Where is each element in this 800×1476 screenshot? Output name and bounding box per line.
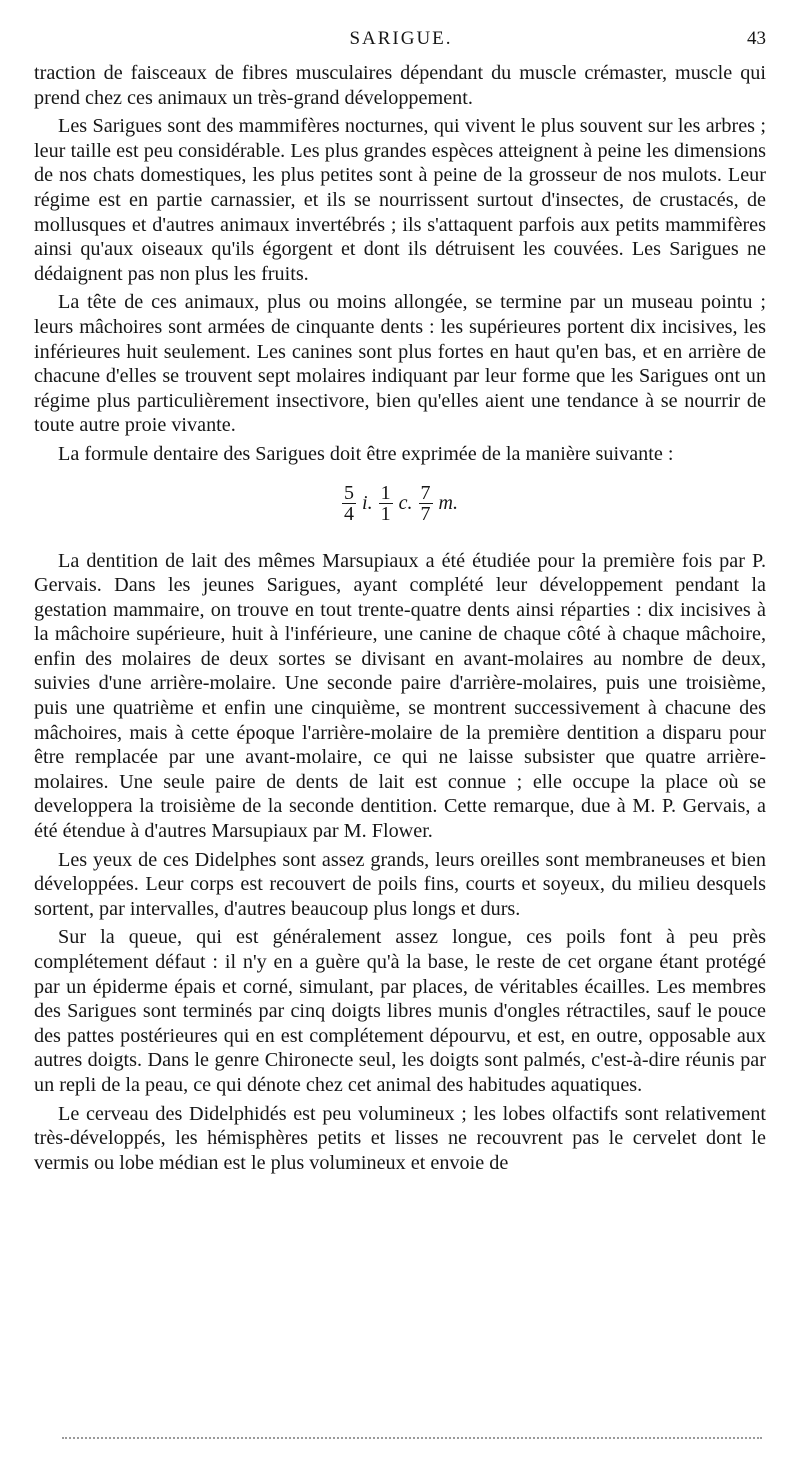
canines-upper: 1 — [380, 482, 391, 504]
canines-lower: 1 — [380, 503, 391, 525]
dental-formula — [34, 471, 766, 537]
molars-lower: 7 — [420, 503, 431, 525]
molars-fraction — [419, 483, 433, 524]
incisors-upper: 5 — [344, 482, 355, 504]
incisors-fraction — [342, 483, 356, 524]
paragraph-8: Le cerveau des Didelphidés est peu volumineux ; les lobes olfactifs sont relativement très-développés, les hémisphères petits et lisses ne recouvrent pas le cervelet dont le vermis ou lobe médian est le plus volumineux et envoie de — [34, 1102, 766, 1174]
incisors-symbol: i. — [362, 492, 373, 515]
paragraph-2: Les Sarigues sont des mammifères nocturnes, qui vivent le plus souvent sur les arbres ; leur taille est peu considérable. Les plus grandes espèces atteignent à peine les dimensions de nos chats domestiques, les plus petites sont à peine de la grosseur de nos mulots. Leur régime est en partie carnassier, et ils se nourrissent surtout d'insectes, de crustacés, de mollusques et d'autres animaux invertébrés ; ils s'attaquent parfois aux petits mammifères ainsi qu'aux oiseaux qu'ils égorgent et dont ils détruisent les couvées. Les Sarigues ne dédaignent pas non plus les fruits. — [34, 115, 766, 285]
canines-fraction — [379, 483, 393, 524]
paragraph-5: La dentition de lait des mêmes Marsupiaux a été étudiée pour la première fois par P. Gervais. Dans les jeunes Sarigues, ayant complété leur développement pendant la gestation mammaire, on trouve en tout trente-quatre dents ainsi réparties : dix incisives à la mâchoire supérieure, huit à l'inférieure, une canine de chaque côté à chaque mâchoire, enfin des molaires de deux sortes se divisant en avant-molaires au nombre de deux, suivies d'une arrière-molaire. Une seconde paire d'arrière-molaires, puis une troisième, puis une quatrième et enfin une cinquième, se montrent successivement à chacune des mâchoires, mais à cette époque l'arrière-molaire de la première dentition a disparu pour être remplacée par une avant-molaire, ce qui ne laisse subsister que quatre arrière-molaires. Une seule paire de dents de lait est connue ; elle occupe la place où se developpera la troisième de la seconde dentition. Cette remarque, due à M. P. Gervais, a été étendue à d'autres Marsupiaux par M. Flower. — [34, 549, 766, 843]
body-text — [34, 61, 766, 1179]
paragraph-1: traction de faisceaux de fibres musculaires dépendant du muscle crémaster, muscle qui prend chez ces animaux un très-grand développement. — [34, 62, 766, 109]
page-number: 43 — [747, 28, 766, 49]
paragraph-7: Sur la queue, qui est généralement assez longue, ces poils font à peu près complétement défaut : il n'y en a guère qu'à la base, le reste de cet organe étant protégé par un épiderme épais et corné, simulant, par places, de véritables écailles. Les membres des Sarigues sont terminés par cinq doigts libres munis d'ongles rétractiles, sauf le pouce des pattes postérieures qui en est complétement dépourvu, et est, en outre, opposable aux autres doigts. Dans le genre Chironecte seul, les doigts sont palmés, c'est-à-dire réunis par un repli de la peau, ce qui dénote chez cet animal des habitudes aquatiques. — [34, 926, 766, 1096]
footer-rule — [62, 1437, 762, 1439]
canines-symbol: c. — [398, 492, 413, 515]
page-header — [36, 28, 766, 56]
running-head: SARIGUE. — [349, 28, 453, 49]
paragraph-4: La formule dentaire des Sarigues doit être exprimée de la manière suivante : — [58, 442, 674, 465]
paragraph-3: La tête de ces animaux, plus ou moins allongée, se termine par un museau pointu ; leurs mâchoires sont armées de cinquante dents : les supérieures portent dix incisives, les inférieures huit seulement. Les canines sont plus fortes en haut qu'en bas, et en arrière de chacune d'elles se trouvent sept molaires indiquant par leur forme que les Sarigues ont un régime plus particulièrement insectivore, bien qu'elles aient une tendance à se nourrir de toute autre proie vivante. — [34, 291, 766, 437]
molars-symbol: m. — [438, 492, 458, 515]
paragraph-6: Les yeux de ces Didelphes sont assez grands, leurs oreilles sont membraneuses et bien développées. Leur corps est recouvert de poils fins, courts et soyeux, du milieu desquels sortent, par intervalles, d'autres beaucoup plus longs et durs. — [34, 848, 766, 920]
molars-upper: 7 — [420, 482, 431, 504]
incisors-lower: 4 — [344, 503, 355, 525]
